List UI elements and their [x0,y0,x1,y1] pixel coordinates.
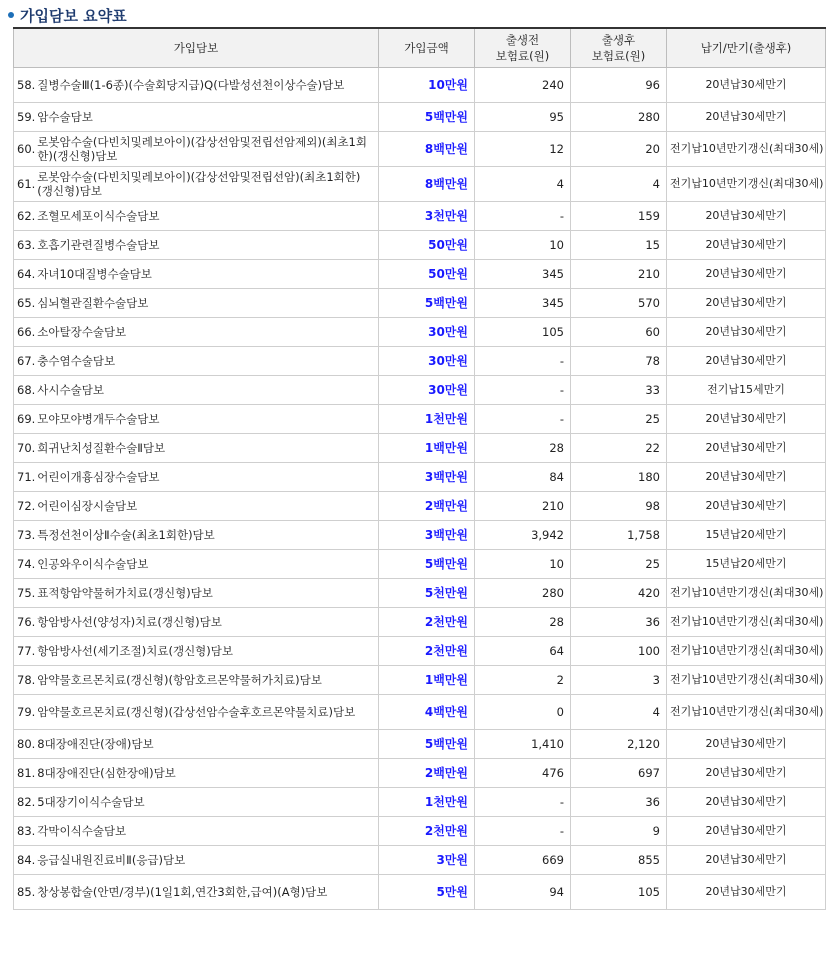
post-birth-premium-cell: 22 [571,434,667,463]
coverage-name: 창상봉합술(안면/경부)(1일1회,연간3회한,급여)(A형)담보 [37,885,328,899]
pre-birth-premium-cell: 280 [475,579,571,608]
coverage-name: 어린이심장시술담보 [37,499,138,513]
coverage-cell [14,103,379,132]
post-birth-premium-cell: 280 [571,103,667,132]
coverage-cell [14,318,379,347]
amount-cell: 2천만원 [379,817,475,846]
post-birth-premium-cell: 855 [571,846,667,875]
coverage-name: 자녀10대질병수술담보 [37,267,152,281]
row-number: 75. [17,586,36,600]
amount-cell: 8백만원 [379,167,475,202]
coverage-cell [14,167,379,202]
table-row [14,875,826,910]
amount-cell: 2백만원 [379,759,475,788]
amount-cell: 5백만원 [379,289,475,318]
amount-cell: 1백만원 [379,434,475,463]
row-number: 73. [17,528,36,542]
coverage-cell [14,347,379,376]
coverage-name: 모야모야병개두수술담보 [37,412,160,426]
pre-birth-premium-cell: 669 [475,846,571,875]
post-birth-premium-cell: 9 [571,817,667,846]
coverage-cell [14,492,379,521]
coverage-name: 8대장애진단(심한장애)담보 [37,766,176,780]
row-number: 83. [17,824,36,838]
coverage-name: 질병수술Ⅲ(1-6종)(수술회당지급)Q(다발성선천이상수술)담보 [37,78,345,92]
term-cell: 20년납30세만기 [667,730,826,759]
table-header [14,28,826,68]
coverage-cell [14,202,379,231]
amount-cell: 3천만원 [379,202,475,231]
term-cell: 전기납10년만기갱신(최대30세) [667,167,826,202]
row-number: 65. [17,296,36,310]
table-row [14,231,826,260]
row-number: 69. [17,412,36,426]
post-birth-premium-cell: 697 [571,759,667,788]
table-row [14,550,826,579]
pre-birth-premium-cell: 10 [475,550,571,579]
amount-cell: 8백만원 [379,132,475,167]
pre-birth-premium-cell: 240 [475,68,571,103]
coverage-cell [14,550,379,579]
coverage-name: 암약물호르몬치료(갱신형)(갑상선암수술후호르몬약물치료)담보 [37,705,356,719]
amount-cell: 30만원 [379,347,475,376]
table-row [14,318,826,347]
row-number: 78. [17,673,36,687]
coverage-cell [14,521,379,550]
term-cell: 20년납30세만기 [667,875,826,910]
header-pre-birth [475,28,571,68]
term-cell: 20년납30세만기 [667,434,826,463]
coverage-cell [14,730,379,759]
coverage-name: 심뇌혈관질환수술담보 [37,296,149,310]
header-coverage: 가입담보 [14,28,379,68]
post-birth-premium-cell: 159 [571,202,667,231]
coverage-name: 어린이개흉심장수술담보 [37,470,160,484]
pre-birth-premium-cell: - [475,817,571,846]
amount-cell: 1천만원 [379,405,475,434]
coverage-name: 표적항암약물허가치료(갱신형)담보 [37,586,213,600]
header-row [14,28,826,68]
coverage-cell [14,405,379,434]
amount-cell: 4백만원 [379,695,475,730]
amount-cell: 3백만원 [379,463,475,492]
table-row [14,579,826,608]
pre-birth-premium-cell: - [475,405,571,434]
coverage-name: 호흡기관련질병수술담보 [37,238,160,252]
table-row [14,376,826,405]
post-birth-premium-cell: 4 [571,167,667,202]
row-number: 60. [17,142,36,156]
amount-cell: 5천만원 [379,579,475,608]
post-birth-premium-cell: 210 [571,260,667,289]
term-cell: 전기납15세만기 [667,376,826,405]
amount-cell: 5백만원 [379,103,475,132]
coverage-summary-table [13,27,826,910]
table-row [14,492,826,521]
row-number: 71. [17,470,36,484]
row-number: 72. [17,499,36,513]
header-post-birth-line1: 출생후 [601,33,636,47]
table-row [14,132,826,167]
term-cell: 20년납30세만기 [667,817,826,846]
table-row [14,167,826,202]
amount-cell: 5만원 [379,875,475,910]
pre-birth-premium-cell: 12 [475,132,571,167]
amount-cell: 30만원 [379,376,475,405]
row-number: 81. [17,766,36,780]
table-row [14,521,826,550]
amount-cell: 2천만원 [379,608,475,637]
amount-cell: 1천만원 [379,788,475,817]
post-birth-premium-cell: 96 [571,68,667,103]
term-cell: 20년납30세만기 [667,289,826,318]
term-cell: 20년납30세만기 [667,260,826,289]
table-row [14,103,826,132]
table-row [14,202,826,231]
coverage-name: 소아탈장수술담보 [37,325,127,339]
row-number: 80. [17,737,36,751]
coverage-name: 8대장애진단(장애)담보 [37,737,154,751]
table-row [14,405,826,434]
coverage-cell [14,376,379,405]
table-row [14,846,826,875]
post-birth-premium-cell: 33 [571,376,667,405]
pre-birth-premium-cell: 3,942 [475,521,571,550]
header-pre-birth-line2: 보험료(원) [495,49,550,63]
pre-birth-premium-cell: 345 [475,289,571,318]
coverage-cell [14,608,379,637]
table-body [14,68,826,910]
pre-birth-premium-cell: 2 [475,666,571,695]
amount-cell: 5백만원 [379,730,475,759]
term-cell: 20년납30세만기 [667,68,826,103]
coverage-name: 응급실내원진료비Ⅱ(응급)담보 [37,853,186,867]
pre-birth-premium-cell: 94 [475,875,571,910]
amount-cell: 10만원 [379,68,475,103]
term-cell: 15년납20세만기 [667,521,826,550]
pre-birth-premium-cell: 64 [475,637,571,666]
term-cell: 전기납10년만기갱신(최대30세) [667,666,826,695]
coverage-name: 인공와우이식수술담보 [37,557,149,571]
pre-birth-premium-cell: 105 [475,318,571,347]
table-row [14,695,826,730]
coverage-cell [14,695,379,730]
post-birth-premium-cell: 1,758 [571,521,667,550]
term-cell: 전기납10년만기갱신(최대30세) [667,608,826,637]
pre-birth-premium-cell: 0 [475,695,571,730]
row-number: 68. [17,383,36,397]
table-row [14,666,826,695]
coverage-cell [14,289,379,318]
coverage-name: 희귀난치성질환수술Ⅱ담보 [37,441,166,455]
table-row [14,637,826,666]
term-cell: 전기납10년만기갱신(최대30세) [667,637,826,666]
post-birth-premium-cell: 36 [571,788,667,817]
pre-birth-premium-cell: 84 [475,463,571,492]
post-birth-premium-cell: 25 [571,405,667,434]
coverage-name: 암약물호르몬치료(갱신형)(항암호르몬약물허가치료)담보 [37,673,322,687]
term-cell: 20년납30세만기 [667,103,826,132]
coverage-name: 로봇암수술(다빈치및레보아이)(갑상선암및전립선암제외)(최초1회한)(갱신형)담보 [37,135,367,163]
coverage-name: 특정선천이상Ⅱ수술(최초1회한)담보 [37,528,215,542]
pre-birth-premium-cell: 476 [475,759,571,788]
header-pre-birth-line1: 출생전 [505,33,540,47]
coverage-cell [14,68,379,103]
coverage-cell [14,579,379,608]
coverage-name: 항암방사선(양성자)치료(갱신형)담보 [37,615,222,629]
term-cell: 전기납10년만기갱신(최대30세) [667,132,826,167]
coverage-name: 사시수술담보 [37,383,104,397]
term-cell: 20년납30세만기 [667,846,826,875]
coverage-cell [14,637,379,666]
term-cell: 전기납10년만기갱신(최대30세) [667,579,826,608]
coverage-cell [14,846,379,875]
post-birth-premium-cell: 3 [571,666,667,695]
coverage-cell [14,817,379,846]
coverage-name: 조혈모세포이식수술담보 [37,209,160,223]
coverage-name: 각막이식수술담보 [37,824,127,838]
pre-birth-premium-cell: - [475,347,571,376]
post-birth-premium-cell: 60 [571,318,667,347]
term-cell: 20년납30세만기 [667,788,826,817]
post-birth-premium-cell: 78 [571,347,667,376]
row-number: 70. [17,441,36,455]
pre-birth-premium-cell: - [475,788,571,817]
table-row [14,730,826,759]
row-number: 58. [17,78,36,92]
coverage-name: 5대장기이식수술담보 [37,795,145,809]
pre-birth-premium-cell: - [475,376,571,405]
post-birth-premium-cell: 180 [571,463,667,492]
amount-cell: 3백만원 [379,521,475,550]
amount-cell: 1백만원 [379,666,475,695]
table-row [14,289,826,318]
table-row [14,260,826,289]
table-row [14,434,826,463]
table-row [14,788,826,817]
coverage-cell [14,231,379,260]
header-post-birth-line2: 보험료(원) [591,49,646,63]
term-cell: 전기납10년만기갱신(최대30세) [667,695,826,730]
term-cell: 15년납20세만기 [667,550,826,579]
coverage-cell [14,463,379,492]
coverage-cell [14,260,379,289]
amount-cell: 2천만원 [379,637,475,666]
table-row [14,608,826,637]
header-post-birth [571,28,667,68]
coverage-cell [14,132,379,167]
term-cell: 20년납30세만기 [667,231,826,260]
row-number: 74. [17,557,36,571]
header-amount: 가입금액 [379,28,475,68]
pre-birth-premium-cell: 28 [475,608,571,637]
coverage-name: 로봇암수술(다빈치및레보아이)(갑상선암및전립선암)(최초1회한)(갱신형)담보 [37,170,361,198]
post-birth-premium-cell: 4 [571,695,667,730]
amount-cell: 2백만원 [379,492,475,521]
coverage-cell [14,666,379,695]
section-title-text: 가입담보 요약표 [20,6,127,25]
amount-cell: 30만원 [379,318,475,347]
pre-birth-premium-cell: 28 [475,434,571,463]
row-number: 63. [17,238,36,252]
pre-birth-premium-cell: 10 [475,231,571,260]
section-title [8,4,127,26]
row-number: 64. [17,267,36,281]
row-number: 61. [17,177,36,191]
post-birth-premium-cell: 2,120 [571,730,667,759]
coverage-cell [14,434,379,463]
pre-birth-premium-cell: 210 [475,492,571,521]
row-number: 59. [17,110,36,124]
post-birth-premium-cell: 20 [571,132,667,167]
row-number: 85. [17,885,36,899]
amount-cell: 50만원 [379,231,475,260]
table-row [14,347,826,376]
row-number: 82. [17,795,36,809]
row-number: 62. [17,209,36,223]
amount-cell: 50만원 [379,260,475,289]
post-birth-premium-cell: 36 [571,608,667,637]
term-cell: 20년납30세만기 [667,759,826,788]
post-birth-premium-cell: 15 [571,231,667,260]
pre-birth-premium-cell: 1,410 [475,730,571,759]
term-cell: 20년납30세만기 [667,202,826,231]
table-row [14,463,826,492]
term-cell: 20년납30세만기 [667,405,826,434]
pre-birth-premium-cell: 4 [475,167,571,202]
amount-cell: 5백만원 [379,550,475,579]
row-number: 66. [17,325,36,339]
term-cell: 20년납30세만기 [667,347,826,376]
row-number: 79. [17,705,36,719]
pre-birth-premium-cell: 345 [475,260,571,289]
amount-cell: 3만원 [379,846,475,875]
table-row [14,759,826,788]
term-cell: 20년납30세만기 [667,492,826,521]
header-term: 납기/만기(출생후) [667,28,826,68]
coverage-name: 충수염수술담보 [37,354,116,368]
row-number: 77. [17,644,36,658]
coverage-cell [14,759,379,788]
post-birth-premium-cell: 570 [571,289,667,318]
post-birth-premium-cell: 100 [571,637,667,666]
post-birth-premium-cell: 420 [571,579,667,608]
row-number: 84. [17,853,36,867]
coverage-cell [14,875,379,910]
term-cell: 20년납30세만기 [667,318,826,347]
table-row [14,68,826,103]
post-birth-premium-cell: 98 [571,492,667,521]
term-cell: 20년납30세만기 [667,463,826,492]
post-birth-premium-cell: 25 [571,550,667,579]
row-number: 76. [17,615,36,629]
pre-birth-premium-cell: 95 [475,103,571,132]
coverage-cell [14,788,379,817]
pre-birth-premium-cell: - [475,202,571,231]
coverage-name: 암수술담보 [37,110,93,124]
post-birth-premium-cell: 105 [571,875,667,910]
bullet-icon [8,12,14,18]
table-row [14,817,826,846]
coverage-name: 항암방사선(세기조절)치료(갱신형)담보 [37,644,233,658]
row-number: 67. [17,354,36,368]
